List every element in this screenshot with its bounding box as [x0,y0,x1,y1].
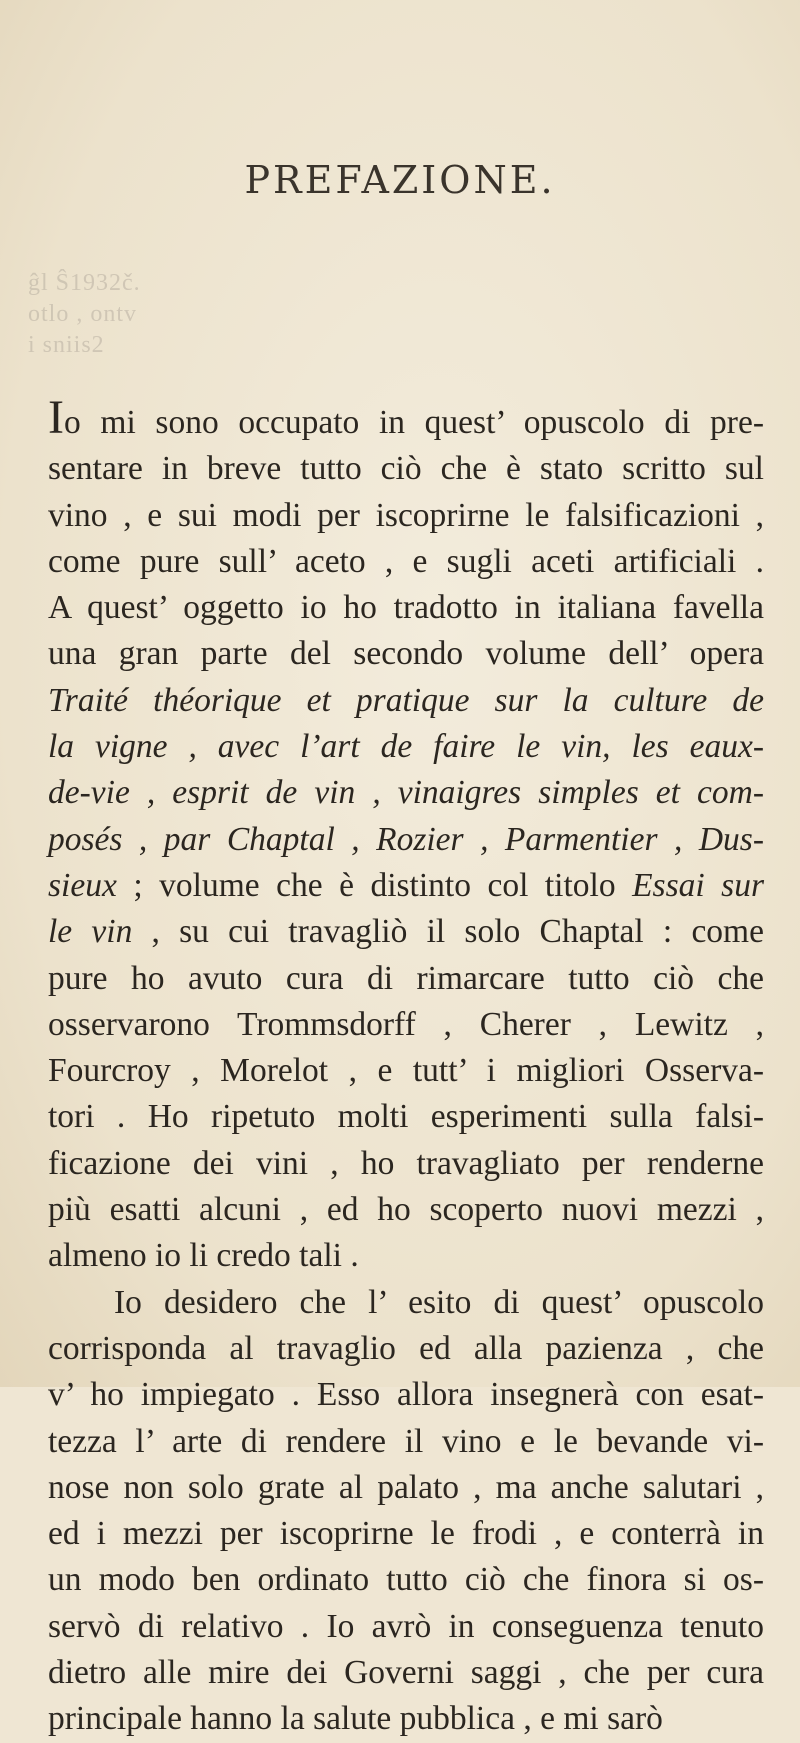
text-line [48,956,764,1002]
text-segment: come pure sull’ aceto , e sugli aceti artificiali . [48,542,764,580]
text-line [48,1650,764,1696]
text-segment: vino , e sui modi per iscoprirne le falsificazioni , [48,496,764,534]
text-segment: corrisponda al travaglio ed alla pazienza , che [48,1329,764,1367]
text-segment: , su cui travagliò il solo Chaptal : come [132,913,764,951]
text-line [48,1233,764,1279]
text-line [48,770,764,816]
text-line [48,1048,764,1094]
body-text [48,391,765,1743]
text-line [48,1002,764,1048]
text-segment: pure ho avuto cura di rimarcare tutto ciò che [48,959,764,997]
text-line [48,1419,764,1465]
text-line [48,493,764,539]
text-segment: principale hanno la salute pubblica , e mi sarò [48,1700,663,1738]
text-line [48,678,764,724]
bleed-through-line: ĝl Ŝ1932č. [28,270,141,296]
text-line [48,1280,764,1326]
text-line [48,1511,764,1557]
bleed-through-line: otlo , ontv [28,301,138,327]
text-segment: osservarono Trommsdorff , Cherer , Lewitz , [48,1005,764,1043]
text-segment: almeno io li credo tali . [48,1237,359,1275]
page-title: PREFAZIONE. [244,158,556,202]
text-line [48,909,764,955]
text-line [48,1465,764,1511]
bleed-through-text [28,268,141,361]
text-segment: ficazione dei vini , ho travagliato per renderne [48,1144,764,1182]
text-line [48,817,764,863]
text-segment: nose non solo grate al palato , ma anche salutari , [48,1468,764,1506]
text-segment: sentare in breve tutto ciò che è stato scritto sul [48,450,764,488]
text-line [48,539,764,585]
text-segment: posés , par Chaptal , Rozier , Parmentier , Dus- [48,820,764,858]
text-segment: Essai sur [632,866,765,904]
text-segment: ed i mezzi per iscoprirne le frodi , e conterrà in [48,1515,764,1553]
text-line [48,1696,764,1742]
text-line [48,863,764,909]
text-line [48,391,764,446]
text-line [48,585,764,631]
text-line [48,631,764,677]
bleed-through-line: i sniis2 [28,332,105,358]
text-line [48,724,764,770]
text-line [48,1557,764,1603]
text-line [48,1187,764,1233]
text-segment: più esatti alcuni , ed ho scoperto nuovi mezzi , [48,1191,764,1229]
text-segment: v’ ho impiegato . Esso allora insegnerà con esat- [48,1376,764,1414]
text-segment: dietro alle mire dei Governi saggi , che per cura [48,1654,764,1692]
text-segment: Fourcroy , Morelot , e tutt’ i migliori Osserva- [48,1052,764,1090]
text-segment: sieux [48,866,117,904]
text-line [48,1094,764,1140]
text-segment: A quest’ oggetto io ho tradotto in italiana favella [48,589,764,627]
text-line [48,446,764,492]
text-segment: una gran parte del secondo volume dell’ opera [48,635,764,673]
text-segment: o mi sono occupato in quest’ opuscolo di pre- [63,404,764,441]
text-segment: de-vie , esprit de vin , vinaigres simples et com- [48,774,764,812]
text-line [48,1604,764,1650]
text-segment: tori . Ho ripetuto molti esperimenti sulla falsi- [48,1098,764,1136]
text-segment: Io desidero che l’ esito di quest’ opuscolo [114,1283,764,1321]
text-segment: ; volume che è distinto col titolo [116,866,633,904]
text-segment: tezza l’ arte di rendere il vino e le bevande vi- [48,1422,764,1460]
text-segment: servò di relativo . Io avrò in conseguenza tenuto [48,1607,764,1645]
text-line [48,1141,764,1187]
text-segment: Traité théorique et pratique sur la culture de [48,681,764,719]
text-segment: la vigne , avec l’art de faire le vin, les eaux- [48,728,764,766]
text-segment: le vin [48,913,133,951]
text-segment: un modo ben ordinato tutto ciò che finora si os- [48,1561,764,1599]
drop-cap: I [48,391,64,444]
text-line [48,1372,764,1418]
text-line [48,1326,764,1372]
